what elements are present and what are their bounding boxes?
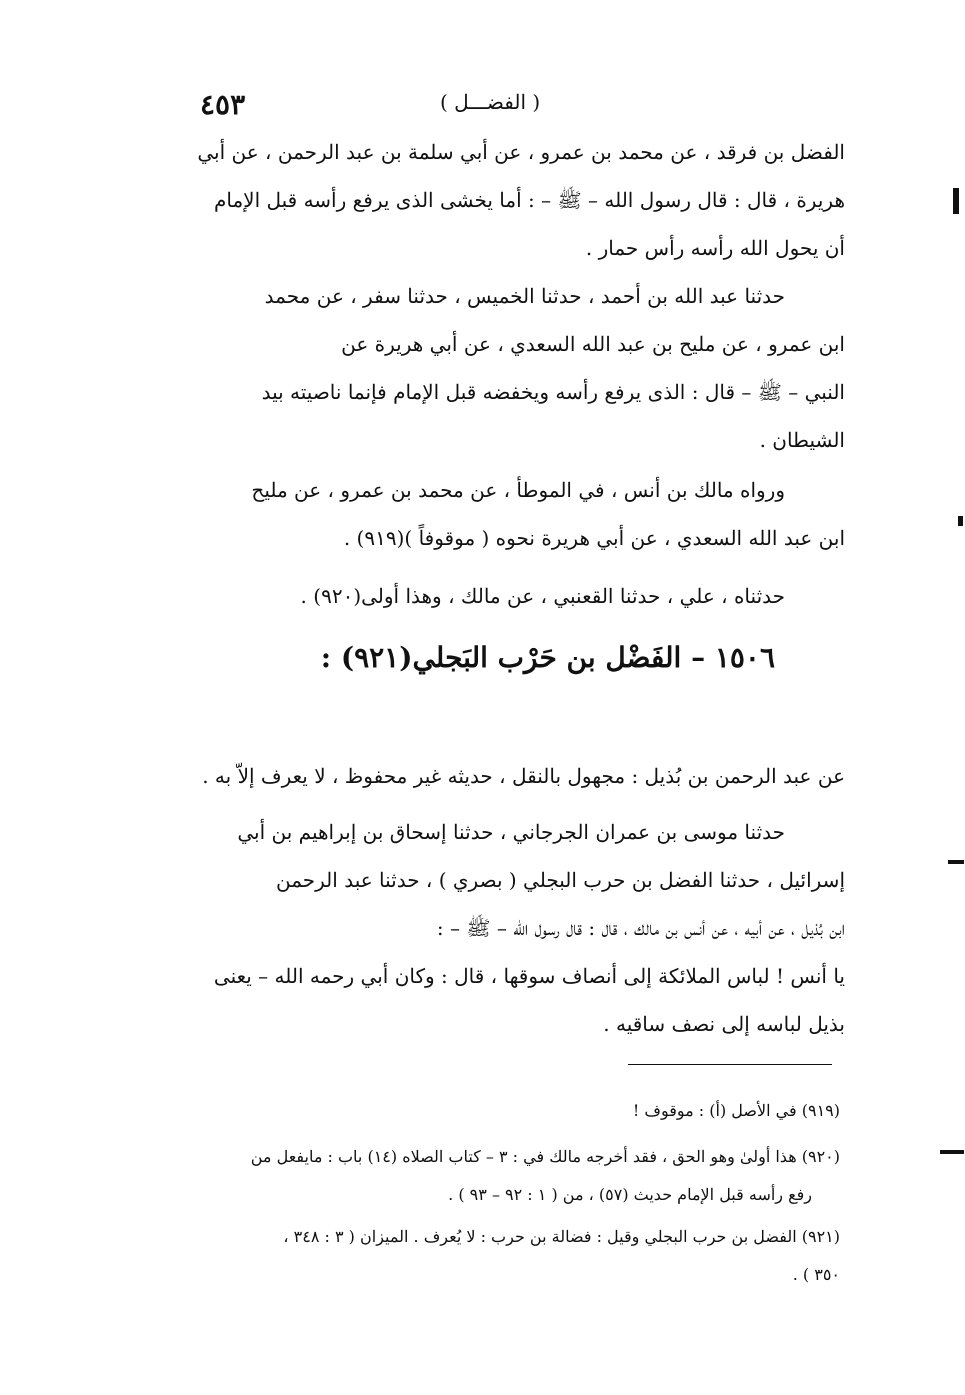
footnote-919 xyxy=(120,1092,840,1130)
text-line: الفضل بن فرقد ، عن محمد بن عمرو ، عن أبي سلمة بن عبد الرحمن ، عن أبي xyxy=(197,140,845,164)
paragraph-4 xyxy=(145,572,845,620)
running-title: ( الفضـــل ) xyxy=(440,90,541,114)
scan-edge-mark xyxy=(940,1150,964,1154)
scan-edge-mark xyxy=(958,516,963,526)
footnote-line: (٩٢١) الفضل بن حرب البجلي وقيل : فضالة بن حرب : لا يُعرف . الميزان ( ٣ : ٣٤٨ ، xyxy=(283,1227,840,1246)
text-line: ابن عمرو ، عن مليح بن عبد الله السعدي ، عن أبي هريرة عن xyxy=(341,332,845,356)
entry-heading: ١٥٠٦ – الفَضْل بن حَرْب البَجلي(٩٢١) : xyxy=(320,641,775,674)
scan-edge-mark xyxy=(953,188,959,214)
text-line: هريرة ، قال : قال رسول الله – ﷺ – : أما يخشى الذى يرفع رأسه قبل الإمام xyxy=(213,188,845,212)
footnote-921 xyxy=(120,1218,840,1294)
footnote-line: (٩١٩) في الأصل (أ) : موقوف ! xyxy=(632,1101,840,1120)
text-line: الشيطان . xyxy=(759,428,845,452)
text-line: بذيل لباسه إلى نصف ساقيه . xyxy=(603,1012,845,1036)
footnote-line: رفع رأسه قبل الإمام حديث (٥٧) ، من ( ١ : ٩٢ – ٩٣ ) . xyxy=(448,1185,812,1204)
footnote-divider xyxy=(628,1064,832,1065)
text-line: ابن بُذيل ، عن أبيه ، عن أنس بن مالك ، قال : قال رسول الله – ﷺ – : xyxy=(436,916,845,940)
text-line: ابن عبد الله السعدي ، عن أبي هريرة نحوه ( موقوفاً )(٩١٩) . xyxy=(343,526,845,550)
text-line: حدثنا موسى بن عمران الجرجاني ، حدثنا إسحاق بن إبراهيم بن أبي xyxy=(237,820,785,844)
paragraph-3 xyxy=(145,466,845,562)
text-line: إسرائيل ، حدثنا الفضل بن حرب البجلي ( بصري ) ، حدثنا عبد الرحمن xyxy=(276,868,845,892)
text-line: يا أنس ! لباس الملائكة إلى أنصاف سوقها ، قال : وكان أبي رحمه الله – يعنى xyxy=(213,964,845,988)
text-line: ورواه مالك بن أنس ، في الموطأ ، عن محمد بن عمرو ، عن مليح xyxy=(251,478,785,502)
scan-edge-mark xyxy=(948,860,964,864)
text-line: أن يحول الله رأسه رأس حمار . xyxy=(585,236,845,260)
page-number: ٤٥٣ xyxy=(200,88,246,121)
footnote-line: (٩٢٠) هذا أولىٰ وهو الحق ، فقد أخرجه مالك في : ٣ – كتاب الصلاه (١٤) باب : مايفعل من xyxy=(250,1147,840,1166)
text-line: حدثنا عبد الله بن أحمد ، حدثنا الخميس ، حدثنا سفر ، عن محمد xyxy=(264,284,785,308)
text-line: النبي – ﷺ – قال : الذى يرفع رأسه ويخفضه قبل الإمام فإنما ناصيته بيد xyxy=(261,380,845,404)
entry-paragraph-2 xyxy=(145,808,845,1048)
text-line: حدثناه ، علي ، حدثنا القعنبي ، عن مالك ، وهذا أولى(٩٢٠) . xyxy=(300,584,785,608)
page-header xyxy=(0,88,965,122)
text-line: عن عبد الرحمن بن بُذيل : مجهول بالنقل ، حديثه غير محفوظ ، لا يعرف إلاّ به . xyxy=(202,764,845,788)
footnote-920 xyxy=(120,1138,840,1214)
paragraph-1 xyxy=(145,128,845,272)
footnote-line: ٣٥٠ ) . xyxy=(792,1265,840,1284)
entry-paragraph-1 xyxy=(145,752,845,800)
paragraph-2 xyxy=(145,272,845,464)
